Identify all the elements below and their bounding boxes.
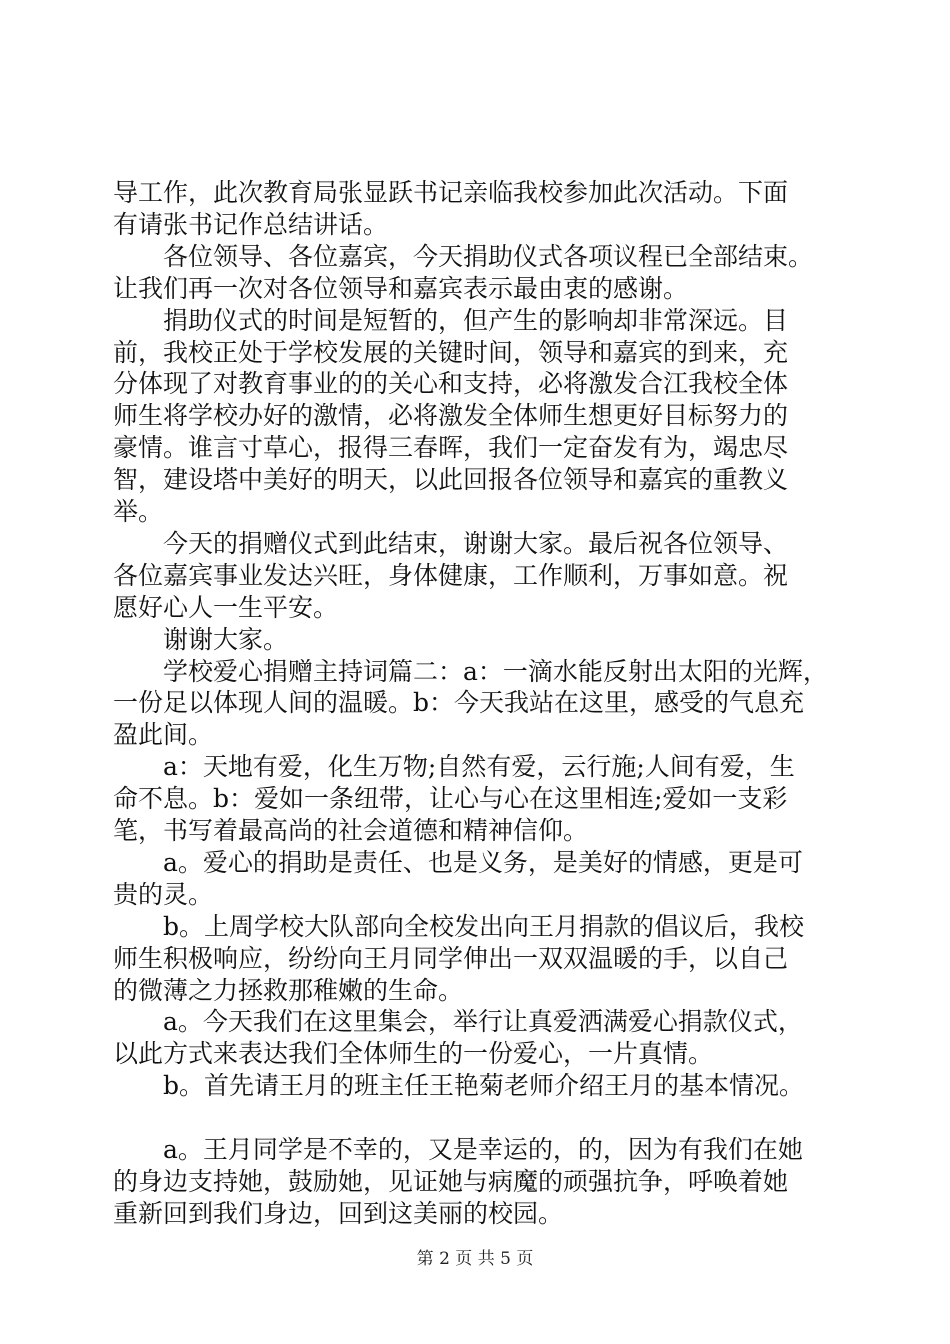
text-line: 盈此间。 bbox=[113, 720, 214, 750]
text-line: 的身边支持她，鼓励她，见证她与病魔的顽强抗争，呼唤着她 bbox=[113, 1166, 789, 1196]
text-line: 有请张书记作总结讲话。 bbox=[113, 209, 389, 239]
text-line: b。首先请王月的班主任王艳菊老师介绍王月的基本情况。 bbox=[113, 1071, 805, 1101]
text-line: 师生将学校办好的激情，必将激发全体师生想更好目标努力的 bbox=[113, 401, 789, 431]
text-line: 笔，书写着最高尚的社会道德和精神信仰。 bbox=[113, 816, 589, 845]
text-line: 以此方式来表达我们全体师生的一份爱心，一片真情。 bbox=[113, 1039, 714, 1069]
text-line: 命不息。b：爱如一条纽带，让心与心在这里相连;爱如一支彩 bbox=[113, 784, 788, 814]
text-line: b。上周学校大队部向全校发出向王月捐款的倡议后，我校 bbox=[113, 911, 805, 941]
text-line: 各位领导、各位嘉宾，今天捐助仪式各项议程已全部结束。 bbox=[113, 241, 814, 271]
text-line: a。王月同学是不幸的，又是幸运的，的，因为有我们在她 bbox=[113, 1135, 803, 1164]
text-line: 智，建设塔中美好的明天，以此回报各位领导和嘉宾的重教义 bbox=[113, 465, 789, 495]
text-line: a：天地有爱，化生万物;自然有爱，云行施;人间有爱，生 bbox=[113, 752, 795, 782]
text-line: 各位嘉宾事业发达兴旺，身体健康，工作顺利，万事如意。祝 bbox=[113, 560, 789, 590]
text-line: a。爱心的捐助是责任、也是义务，是美好的情感，更是可 bbox=[113, 847, 803, 877]
text-line: 让我们再一次对各位领导和嘉宾表示最由衷的感谢。 bbox=[113, 273, 689, 303]
text-line: 愿好心人一生平安。 bbox=[113, 592, 339, 622]
text-line: 豪情。谁言寸草心，报得三春晖，我们一定奋发有为，竭忠尽 bbox=[113, 433, 789, 463]
text-line: 谢谢大家。 bbox=[113, 624, 289, 654]
text-line: 分体现了对教育事业的的关心和支持，必将激发合江我校全体 bbox=[113, 369, 789, 399]
text-line: 一份足以体现人间的温暖。b：今天我站在这里，感受的气息充 bbox=[113, 688, 805, 718]
text-line: 贵的灵。 bbox=[113, 879, 214, 909]
text-line: 举。 bbox=[113, 497, 164, 526]
text-line: a。今天我们在这里集会，举行让真爱洒满爱心捐款仪式， bbox=[113, 1007, 803, 1037]
text-line: 捐助仪式的时间是短暂的，但产生的影响却非常深远。目 bbox=[113, 305, 789, 335]
text-line: 重新回到我们身边，回到这美丽的校园。 bbox=[113, 1198, 564, 1228]
text-line: 师生积极响应，纷纷向王月同学伸出一双双温暖的手，以自己 bbox=[113, 943, 789, 973]
page-footer: 第 2 页 共 5 页 bbox=[416, 1249, 534, 1269]
text-line: 前，我校正处于学校发展的关键时间，领导和嘉宾的到来，充 bbox=[113, 337, 789, 367]
text-line: 学校爱心捐赠主持词篇二：a：一滴水能反射出太阳的光辉， bbox=[113, 656, 828, 686]
text-line: 的微薄之力拯救那稚嫩的生命。 bbox=[113, 975, 464, 1005]
text-line: 今天的捐赠仪式到此结束，谢谢大家。最后祝各位领导、 bbox=[113, 528, 789, 558]
text-line: 导工作，此次教育局张显跃书记亲临我校参加此次活动。下面 bbox=[113, 178, 789, 207]
